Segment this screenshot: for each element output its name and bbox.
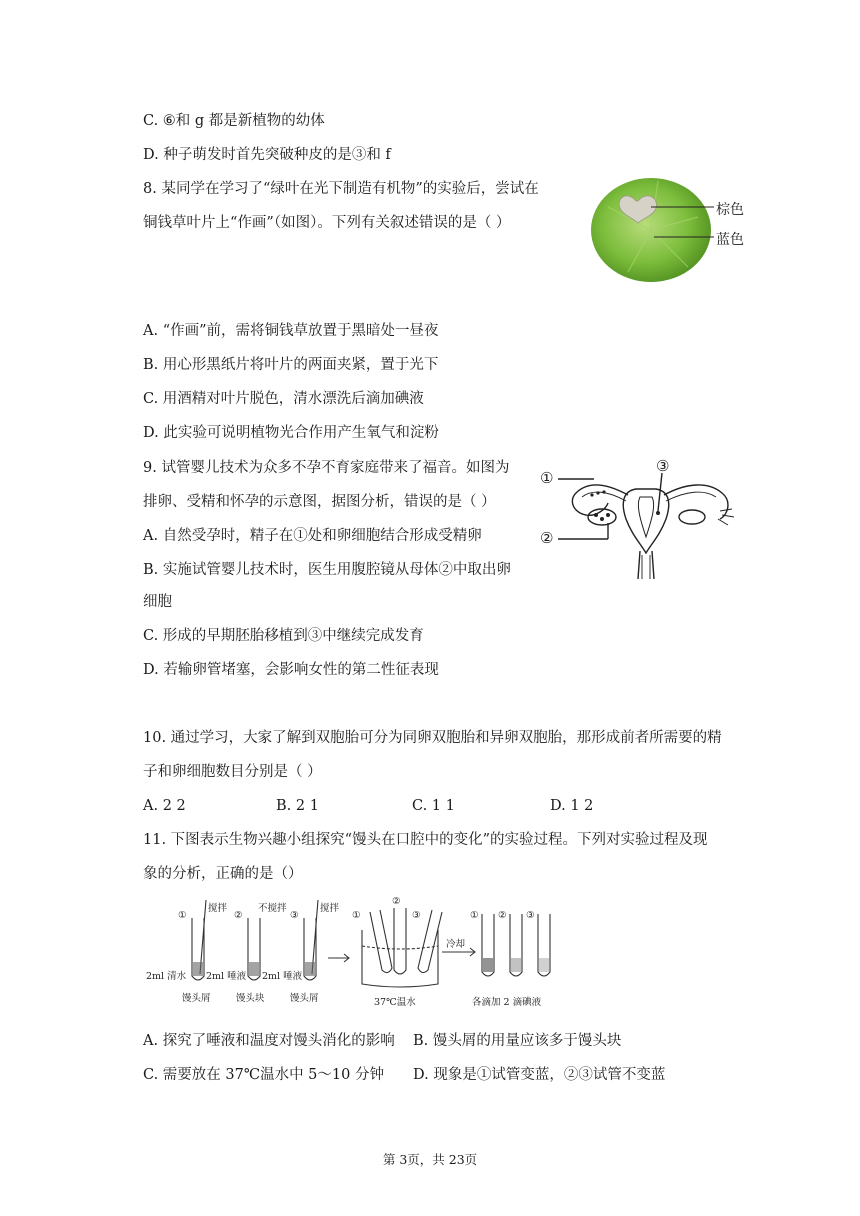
beaker-tube2-number: ② xyxy=(392,896,401,907)
q10-option-c: C. 1 1 xyxy=(412,798,455,814)
final-tube1-number: ① xyxy=(470,910,479,921)
q9-option-b-line2: 细胞 xyxy=(143,594,172,610)
q11-experiment-figure xyxy=(140,896,560,1008)
label-brown: 棕色 xyxy=(716,202,744,218)
tube1-number: ① xyxy=(178,910,187,921)
q11-option-c: C. 需要放在 37℃温水中 5～10 分钟 xyxy=(143,1067,384,1083)
iodine-label: 各滴加 2 滴碘液 xyxy=(472,997,542,1008)
q8-option-d: D. 此实验可说明植物光合作用产生氧气和淀粉 xyxy=(143,425,439,441)
q10-options xyxy=(143,796,743,816)
bread-crumbs-label-1: 馒头屑 xyxy=(182,993,211,1004)
label-blue: 蓝色 xyxy=(716,232,744,248)
q10-stem-line1: 10. 通过学习，大家了解到双胞胎可分为同卵双胞胎和异卵双胞胎，那形成前者所需要的精 xyxy=(143,730,722,746)
q8-stem-line1: 8. 某同学在学习了“绿叶在光下制造有机物”的实验后，尝试在 xyxy=(143,181,539,197)
label-1: ① xyxy=(540,469,554,487)
q8-option-c: C. 用酒精对叶片脱色，清水漂洗后滴加碘液 xyxy=(143,391,424,407)
liquid3-label: 2ml 唾液 xyxy=(262,971,303,982)
q9-option-a: A. 自然受孕时，精子在①处和卵细胞结合形成受精卵 xyxy=(143,528,482,544)
q11-option-a: A. 探究了唾液和温度对馒头消化的影响 xyxy=(143,1033,395,1049)
label-3: ③ xyxy=(656,457,670,475)
no-stir-label: 不搅拌 xyxy=(258,903,287,914)
beaker-tube3-number: ③ xyxy=(412,910,421,921)
q10-option-d: D. 1 2 xyxy=(550,798,594,814)
q8-stem-line2: 铜钱草叶片上“作画”（如图）。下列有关叙述错误的是（ ） xyxy=(143,215,511,231)
q11-stem-line1: 11. 下图表示生物兴趣小组探究“馒头在口腔中的变化”的实验过程。下列对实验过程及现 xyxy=(143,832,708,848)
q11-option-d: D. 现象是①试管变蓝，②③试管不变蓝 xyxy=(413,1067,666,1083)
q10-stem-line2: 子和卵细胞数目分别是（ ） xyxy=(143,764,322,780)
q9-uterus-figure xyxy=(536,457,756,583)
q10-option-b: B. 2 1 xyxy=(276,798,319,814)
label-2: ② xyxy=(540,529,554,547)
page-footer: 第 3页，共 23页 xyxy=(382,1152,478,1167)
q9-option-d: D. 若输卵管堵塞，会影响女性的第二性征表现 xyxy=(143,662,439,678)
stir-label-1: 搅拌 xyxy=(208,903,228,914)
cooling-label: 冷却 xyxy=(446,939,466,950)
q9-option-c: C. 形成的早期胚胎移植到③中继续完成发育 xyxy=(143,628,424,644)
bread-block-label: 馒头块 xyxy=(236,993,265,1004)
q8-option-b: B. 用心形黑纸片将叶片的两面夹紧，置于光下 xyxy=(143,357,439,373)
q7-option-d: D. 种子萌发时首先突破种皮的是③和 f xyxy=(143,147,391,163)
q9-stem-line1: 9. 试管婴儿技术为众多不孕不育家庭带来了福音。如图为 xyxy=(143,460,510,476)
q7-option-c: C. ⑥和 g 都是新植物的幼体 xyxy=(143,113,325,129)
q11-stem-line2: 象的分析，正确的是（） xyxy=(143,866,303,882)
tube3-number: ③ xyxy=(290,910,299,921)
q9-option-b-line1: B. 实施试管婴儿技术时，医生用腹腔镜从母体②中取出卵 xyxy=(143,562,511,578)
q10-option-a: A. 2 2 xyxy=(143,798,186,814)
q9-stem-line2: 排卵、受精和怀孕的示意图，据图分析，错误的是（ ） xyxy=(143,494,496,510)
liquid2-label: 2ml 唾液 xyxy=(206,971,247,982)
beaker-tube1-number: ① xyxy=(352,910,361,921)
liquid1-label: 2ml 清水 xyxy=(146,971,187,982)
q11-option-b: B. 馒头屑的用量应该多于馒头块 xyxy=(413,1033,622,1049)
tube2-number: ② xyxy=(234,910,243,921)
q8-option-a: A. “作画”前，需将铜钱草放置于黑暗处一昼夜 xyxy=(143,323,439,339)
bread-crumbs-label-2: 馒头屑 xyxy=(290,993,319,1004)
stir-label-2: 搅拌 xyxy=(320,903,340,914)
warm-water-label: 37℃温水 xyxy=(374,997,416,1008)
final-tube2-number: ② xyxy=(498,910,507,921)
q8-leaf-figure xyxy=(588,177,768,285)
final-tube3-number: ③ xyxy=(526,910,535,921)
